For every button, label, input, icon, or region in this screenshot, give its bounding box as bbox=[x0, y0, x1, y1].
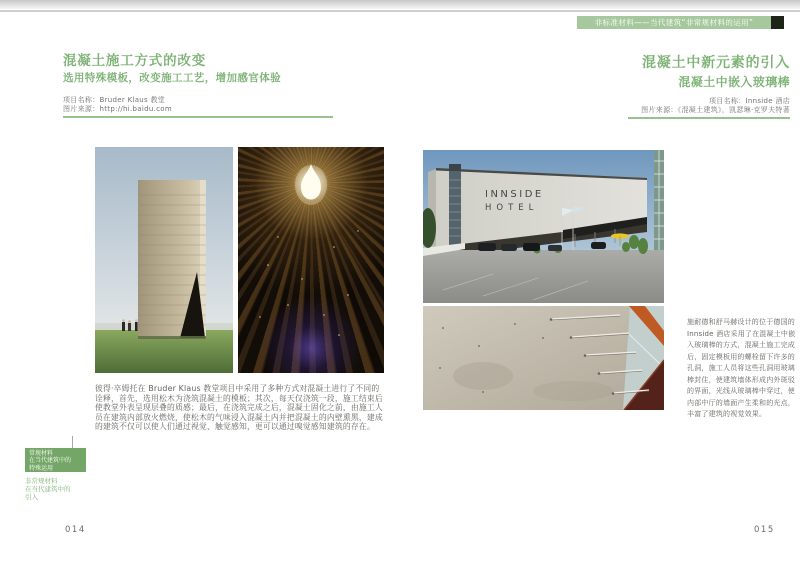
left-project-name: 项目名称：Bruder Klaus 教堂 bbox=[63, 96, 166, 104]
chapter-banner bbox=[577, 16, 771, 29]
paragraph-line: 内部中厅的墙面产生柔和的光点， bbox=[687, 398, 795, 407]
paragraph-line: 的建筑不仅可以使人们通过视觉、触觉感知，更可以通过嗅觉感知建筑的存在。 bbox=[95, 422, 375, 431]
page-number-left: 014 bbox=[65, 525, 86, 535]
paragraph-line: Innside 酒店采用了在混凝土中嵌 bbox=[687, 329, 796, 338]
hotel-exterior-photo bbox=[423, 150, 664, 303]
hotel-sign-line1: INNSIDE bbox=[485, 189, 544, 200]
wall-detail-photo bbox=[423, 306, 664, 410]
right-image-source: 图片来源：《混凝土建筑》，凯瑟琳·克罗夫特著 bbox=[641, 106, 790, 114]
oculus-overlay bbox=[238, 147, 384, 373]
left-body-paragraph bbox=[95, 384, 387, 432]
chapter-nav-line: 特殊运用 bbox=[29, 464, 54, 472]
paragraph-line: 的界面，光线从玻璃棒中穿过，使 bbox=[687, 387, 795, 395]
chapel-exterior-photo bbox=[95, 147, 233, 373]
right-section-rule bbox=[628, 117, 790, 119]
chapter-nav-line: 引入 bbox=[25, 493, 38, 501]
left-article-subtitle: 选用特殊模板，改变施工工艺，增加感官体验 bbox=[63, 72, 281, 84]
paragraph-line: 施耐德和舒马赫设计的位于德国的 bbox=[687, 318, 795, 326]
left-image-source: 图片来源：http://hi.baidu.com bbox=[63, 105, 172, 113]
paragraph-line: 入玻璃棒的方式，混凝土施工完成 bbox=[687, 341, 795, 349]
paragraph-line: 员在建筑内部放火燃烧，使松木的气味浸入混凝土内并把混凝土的内壁熏黑，建成 bbox=[95, 412, 383, 422]
hotel-sign-line2: HOTEL bbox=[485, 203, 539, 213]
page-top-rule bbox=[0, 10, 800, 12]
paragraph-line: 孔洞，施工人员将这些孔洞用玻璃 bbox=[687, 364, 795, 372]
chapter-nav-line: 常规材料 bbox=[29, 450, 54, 457]
paragraph-line: 丰富了建筑的视觉效果。 bbox=[687, 410, 767, 418]
banner-end-square bbox=[771, 16, 784, 29]
paragraph-line: 诠释，首先，选用松木为浇筑混凝土的模板；其次，每天仅浇筑一段，施工结束后 bbox=[95, 393, 383, 403]
left-article-title: 混凝土施工方式的改变 bbox=[63, 53, 206, 69]
paragraph-line: 后，固定模板用的螺栓留下许多的 bbox=[687, 352, 795, 361]
paragraph-line: 棒封住，使建筑墙体形成内外斑驳 bbox=[687, 375, 795, 384]
wall-stain bbox=[453, 362, 513, 390]
crop-mark bbox=[72, 436, 73, 448]
right-body-paragraph bbox=[687, 317, 795, 421]
tower-base-shadow bbox=[138, 336, 206, 339]
right-project-name: 项目名称：Innside 酒店 bbox=[708, 97, 790, 105]
wall-stain bbox=[533, 381, 613, 401]
visitors-figures bbox=[122, 319, 138, 331]
chapter-nav-current bbox=[25, 448, 86, 472]
chapel-interior-photo bbox=[238, 147, 384, 373]
stair-glass-strip bbox=[449, 171, 461, 248]
page-top-edge-shadow bbox=[0, 0, 800, 9]
paragraph-line: 使教堂外表呈现层叠的质感；最后，在浇筑完成之后，混凝土固化之前，由施工人 bbox=[95, 403, 383, 412]
chapter-banner-label: 非标准材料——当代建筑“非常规材料的运用” bbox=[594, 18, 754, 27]
chapter-nav-next bbox=[25, 477, 71, 501]
left-section-rule bbox=[63, 116, 333, 118]
stair-tower-cap bbox=[449, 164, 461, 172]
chapter-nav-line: 在当代建筑中的 bbox=[25, 485, 71, 493]
parking-asphalt bbox=[423, 250, 664, 303]
right-article-title: 混凝土中新元素的引入 bbox=[642, 55, 790, 71]
wall-sparkles bbox=[259, 230, 358, 335]
paragraph-line: 彼得·卒姆托在 Bruder Klaus 教堂项目中采用了多种方式对混凝土进行了不同的 bbox=[95, 384, 380, 393]
right-article-subtitle: 混凝土中嵌入玻璃棒 bbox=[678, 75, 790, 89]
page-number-right: 015 bbox=[754, 525, 775, 535]
chapter-nav-line: 在当代建筑中的 bbox=[29, 457, 72, 465]
chapter-nav-line: 非常规材料 bbox=[25, 477, 58, 485]
